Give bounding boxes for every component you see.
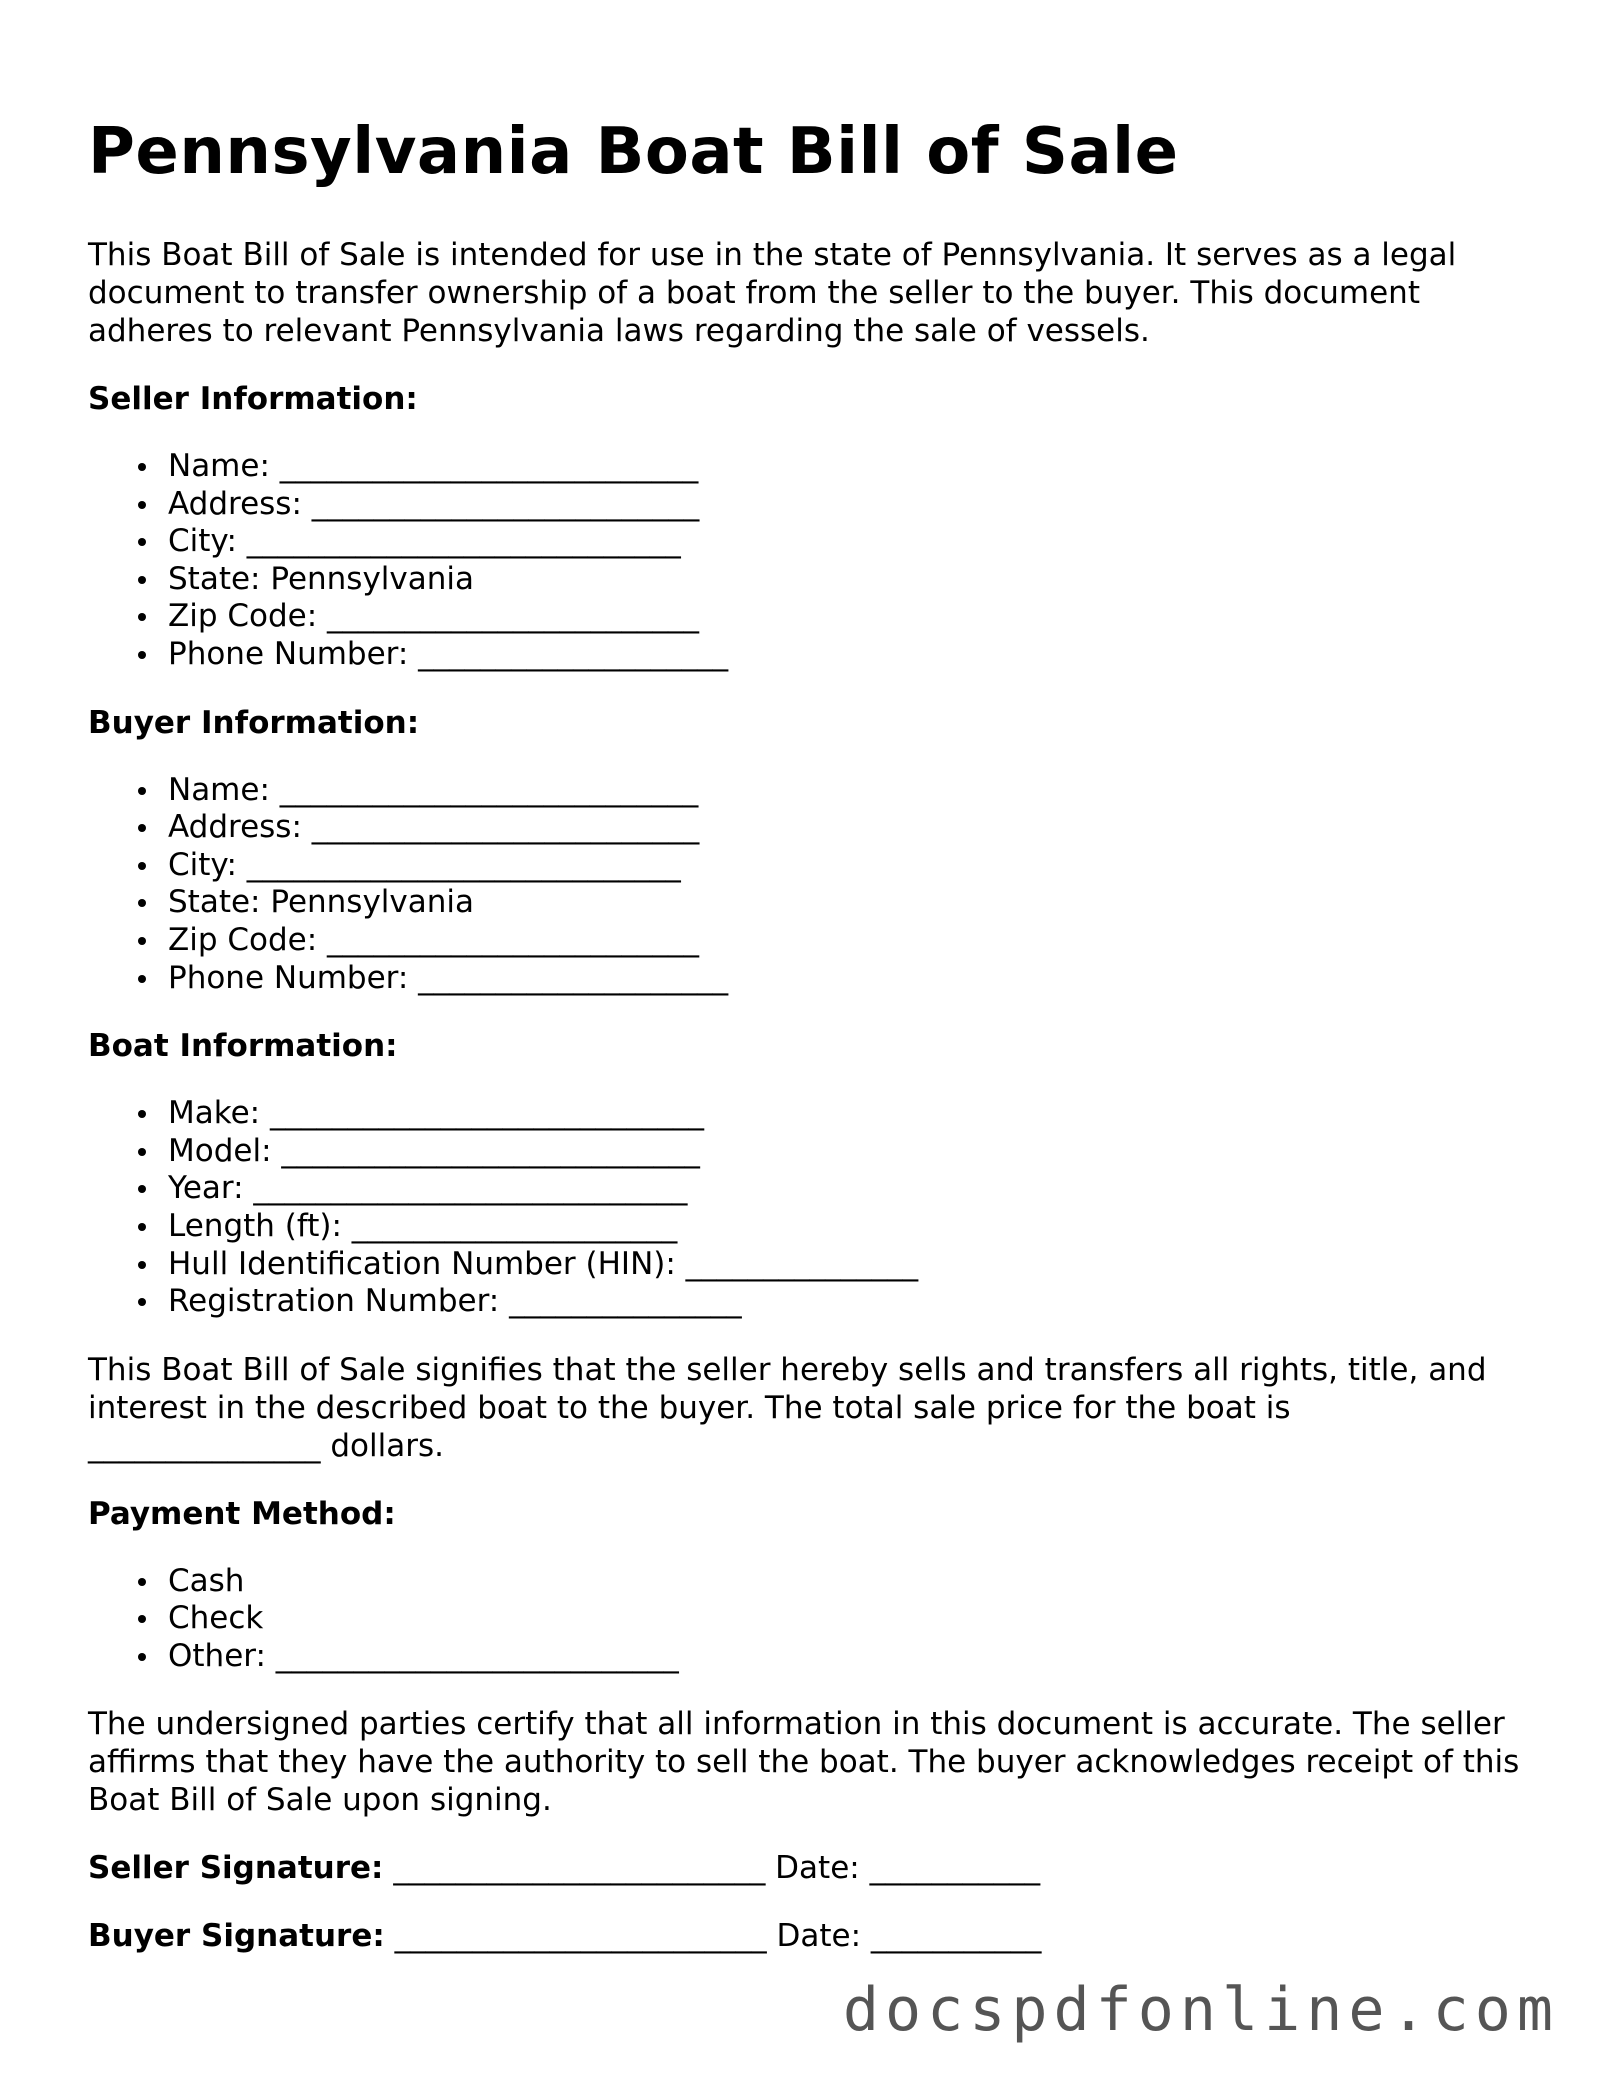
seller-signature-row (88, 1849, 1528, 1887)
intro-paragraph: This Boat Bill of Sale is intended for use in the state of Pennsylvania. It serves as a legal document to transfer ownership of a boat from the seller to the buyer. This document adheres to relevant Pennsylvania laws regarding the sale of vessels. (88, 237, 1457, 349)
buyer-city-field: City: ____________________________ (168, 847, 1528, 885)
buyer-list (88, 772, 1528, 998)
transfer-paragraph: This Boat Bill of Sale signifies that the seller hereby sells and transfers all rights, title, and interest in the described boat to the buyer. The total sale price for the boat is _______________ dollars. (88, 1351, 1487, 1464)
buyer-heading: Buyer Information: (88, 704, 420, 741)
seller-signature-label: Seller Signature: (88, 1850, 384, 1887)
buyer-address-field: Address: _________________________ (168, 809, 1528, 847)
page-title: Pennsylvania Boat Bill of Sale (88, 115, 1179, 189)
seller-phone-field: Phone Number: ____________________ (168, 636, 1528, 674)
boat-list (88, 1095, 1528, 1321)
seller-signature-line: ________________________ (393, 1850, 766, 1887)
seller-date-field: Date: ___________ (775, 1850, 1041, 1887)
buyer-date-field: Date: ___________ (776, 1918, 1042, 1955)
boat-hin-field: Hull Identification Number (HIN): _______________ (168, 1246, 1528, 1284)
boat-model-field: Model: ___________________________ (168, 1133, 1528, 1171)
boat-registration-field: Registration Number: _______________ (168, 1283, 1528, 1321)
seller-name-field: Name: ___________________________ (168, 448, 1528, 486)
buyer-signature-label: Buyer Signature: (88, 1918, 385, 1955)
boat-year-field: Year: ____________________________ (168, 1170, 1528, 1208)
payment-heading: Payment Method: (88, 1495, 396, 1532)
payment-other-option: Other: __________________________ (168, 1638, 1528, 1676)
buyer-phone-field: Phone Number: ____________________ (168, 960, 1528, 998)
seller-heading: Seller Information: (88, 381, 418, 417)
buyer-name-field: Name: ___________________________ (168, 772, 1528, 810)
payment-check-option: Check (168, 1600, 1528, 1638)
certification-paragraph: The undersigned parties certify that all information in this document is accurate. The seller affirms that they have the authority to sell the boat. The buyer acknowledges receipt of this Boat Bill of Sale upon signing. (88, 1706, 1520, 1819)
seller-list (88, 448, 1528, 674)
boat-heading: Boat Information: (88, 1028, 398, 1065)
buyer-signature-line: ________________________ (394, 1918, 767, 1955)
seller-city-field: City: ____________________________ (168, 523, 1528, 561)
payment-cash-option: Cash (168, 1563, 1528, 1601)
boat-length-field: Length (ft): _____________________ (168, 1208, 1528, 1246)
buyer-signature-row (88, 1917, 1528, 1955)
seller-address-field: Address: _________________________ (168, 486, 1528, 524)
watermark: docspdfonline.com (842, 1975, 1559, 2045)
buyer-state-field: State: Pennsylvania (168, 884, 1528, 922)
payment-list (88, 1563, 1528, 1676)
document-page (88, 110, 1528, 1985)
boat-make-field: Make: ____________________________ (168, 1095, 1528, 1133)
buyer-zip-field: Zip Code: ________________________ (168, 922, 1528, 960)
seller-zip-field: Zip Code: ________________________ (168, 598, 1528, 636)
seller-state-field: State: Pennsylvania (168, 561, 1528, 599)
